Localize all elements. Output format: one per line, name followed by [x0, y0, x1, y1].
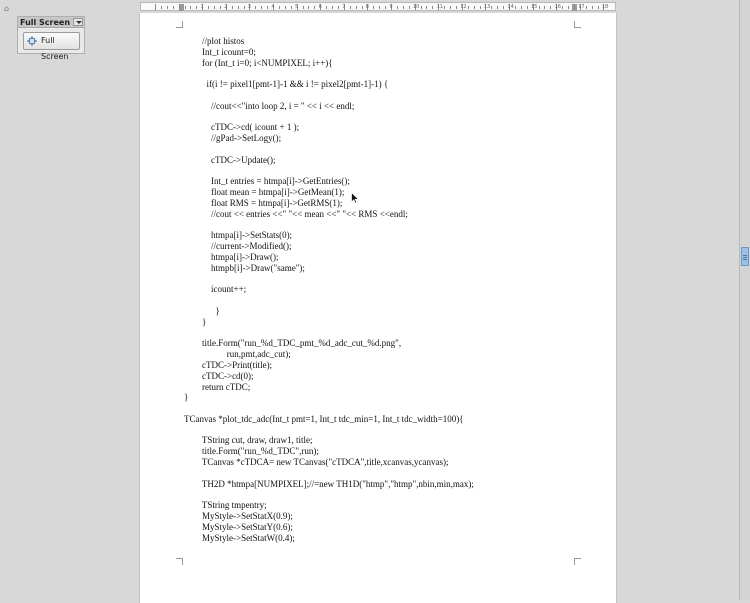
document-line[interactable] [140, 274, 610, 285]
ruler-number: 17 [578, 4, 585, 10]
ruler-tick [598, 6, 599, 9]
ruler-tick [574, 6, 575, 9]
document-line[interactable]: cTDC->Update(); [184, 154, 276, 165]
document-line[interactable]: return cTDC; [184, 381, 251, 392]
ruler-tick [291, 6, 292, 9]
document-line[interactable] [140, 425, 610, 436]
document-line[interactable]: cTDC->Print(title); [184, 359, 273, 370]
ruler-tick [244, 6, 245, 9]
ruler-tick [421, 6, 422, 9]
close-full-screen-button[interactable] [23, 32, 80, 61]
document-line[interactable] [140, 68, 610, 79]
ruler-tick [515, 6, 516, 9]
ruler-number: 11 [436, 4, 443, 10]
ruler-number: 7 [342, 4, 346, 10]
ruler-tick [356, 6, 357, 9]
document-line[interactable]: icount++; [184, 284, 247, 295]
ruler-tick [214, 6, 215, 9]
ruler-tick [497, 6, 498, 9]
text-boundary-corner [176, 21, 183, 28]
document-line[interactable]: htmpb[i]->Draw("same"); [184, 262, 305, 273]
ruler-tick [285, 6, 286, 9]
document-line[interactable]: TCanvas *plot_tdc_adc(Int_t pmt=1, Int_t tdc_min=1, Int_t tdc_width=100){ [184, 413, 464, 424]
mouse-pointer-icon [351, 192, 359, 204]
ruler-tick [397, 6, 398, 9]
ruler-tick [379, 6, 380, 9]
document-line[interactable]: htmpa[i]->Draw(); [184, 251, 279, 262]
ruler-tick [167, 6, 168, 9]
ruler-number: 9 [389, 4, 393, 10]
ruler-tick [208, 6, 209, 9]
document-line[interactable]: title.Form("run_%d_TDC_pmt_%d_adc_cut_%d.png", [184, 338, 402, 349]
document-line[interactable]: cTDC->cd( icount + 1 ); [184, 122, 300, 133]
ruler-number: 1 [200, 4, 204, 10]
ruler-tick [350, 6, 351, 9]
document-line[interactable]: title.Form("run_%d_TDC",run); [184, 446, 319, 457]
document-line[interactable] [140, 220, 610, 231]
ruler-number: 10 [413, 4, 420, 10]
document-page[interactable] [139, 13, 617, 603]
ruler-tick [255, 6, 256, 9]
text-boundary-corner [574, 21, 581, 28]
close-full-screen-label: Full Screen [41, 36, 69, 61]
document-line[interactable]: //cout << entries <<" "<< mean <<" "<< RMS <<endl; [184, 208, 408, 219]
ruler-tick [527, 6, 528, 9]
document-line[interactable]: MyStyle->SetStatW(0.4); [184, 532, 295, 543]
document-line[interactable]: float mean = htmpa[i]->GetMean(1); [184, 187, 345, 198]
ruler-tick [539, 6, 540, 9]
ruler-tick [385, 6, 386, 9]
ruler-tick [426, 6, 427, 9]
ruler-tick [308, 6, 309, 9]
document-line[interactable]: } [184, 316, 207, 327]
document-line[interactable]: TString tmpentry; [184, 500, 267, 511]
document-line[interactable]: MyStyle->SetStatY(0.6); [184, 521, 293, 532]
ruler-number: 5 [295, 4, 299, 10]
document-line[interactable]: float RMS = htmpa[i]->GetRMS(1); [184, 197, 343, 208]
ruler-number: 14 [507, 4, 514, 10]
ruler-number: 2 [224, 4, 228, 10]
document-line[interactable]: run,pmt,adc_cut); [184, 349, 291, 360]
text-boundary-corner [574, 558, 581, 565]
ruler-tick [480, 6, 481, 9]
left-indent-marker[interactable] [179, 4, 184, 11]
ruler-tick [403, 6, 404, 9]
ruler-tick [474, 6, 475, 9]
document-line[interactable] [140, 403, 610, 414]
document-line[interactable]: Int_t icount=0; [184, 46, 256, 57]
document-line[interactable] [140, 468, 610, 479]
toolbar-title-label: Full Screen [20, 18, 71, 27]
document-line[interactable]: Int_t entries = htmpa[i]->GetEntries(); [184, 176, 350, 187]
ruler-number: 18 [601, 4, 609, 10]
ruler-tick [332, 6, 333, 9]
ruler-tick [450, 6, 451, 9]
document-line[interactable]: TH2D *htmpa[NUMPIXEL];//=new TH1D("htmp","htmp",nbin,min,max); [184, 478, 474, 489]
fullscreen-icon [27, 36, 37, 46]
ruler-tick [220, 6, 221, 9]
ruler-tick [544, 6, 545, 9]
ruler-number: 13 [483, 4, 491, 10]
toolbar-menu-arrow-icon[interactable] [73, 18, 83, 26]
ruler-tick [267, 6, 268, 9]
full-screen-toolbar [17, 16, 85, 61]
ruler-tick [185, 6, 186, 9]
document-line[interactable]: TCanvas *cTDCA= new TCanvas("cTDCA",title,xcanvas,ycanvas); [184, 457, 449, 468]
horizontal-ruler[interactable] [140, 2, 616, 11]
ruler-tick [562, 6, 563, 9]
document-line[interactable] [140, 489, 610, 500]
ruler-number: 3 [247, 4, 251, 10]
ruler-tick [232, 6, 233, 9]
ruler-tick [155, 4, 156, 10]
document-line[interactable]: for (Int_t i=0; i<NUMPIXEL; i++){ [184, 57, 333, 68]
ruler-number: 15 [531, 4, 538, 10]
toolbar-title[interactable] [18, 17, 84, 28]
document-line[interactable]: //plot histos [184, 36, 245, 46]
ruler-tick [468, 6, 469, 9]
document-line[interactable]: //current->Modified(); [184, 241, 292, 252]
ruler-tick [261, 6, 262, 9]
ruler-number: 12 [460, 4, 467, 10]
ruler-tick [592, 6, 593, 9]
ruler-number: 16 [554, 4, 561, 10]
ruler-tick [196, 6, 197, 9]
document-line[interactable] [140, 90, 610, 101]
ruler-tick [338, 6, 339, 9]
document-line[interactable] [140, 328, 610, 339]
text-boundary-corner [176, 558, 183, 565]
scrollbar-thumb[interactable] [741, 247, 749, 266]
ruler-tick [179, 4, 180, 10]
ruler-tick [521, 6, 522, 9]
document-line[interactable] [140, 295, 610, 306]
document-line[interactable]: //cout<<"into loop 2, i = " << i << endl; [184, 100, 355, 111]
document-line[interactable] [140, 144, 610, 155]
ruler-tick [550, 6, 551, 9]
ruler-tick [456, 6, 457, 9]
ruler-tick [586, 6, 587, 9]
ruler-tick [491, 6, 492, 9]
ruler-tick [373, 6, 374, 9]
document-line[interactable]: if(i != pixel1[pmt-1]-1 && i != pixel2[pmt-1]-1) { [184, 79, 389, 90]
ruler-tick [568, 6, 569, 9]
ruler-tick [432, 6, 433, 9]
document-line[interactable] [140, 166, 610, 177]
ruler-tick [409, 6, 410, 9]
ruler-tick [161, 6, 162, 9]
document-line[interactable]: TString cut, draw, draw1, title; [184, 435, 313, 446]
vertical-scrollbar[interactable] [739, 0, 750, 600]
document-line[interactable]: //gPad->SetLogy(); [184, 133, 282, 144]
ruler-tick [279, 6, 280, 9]
ruler-tick [173, 6, 174, 9]
document-text[interactable] [140, 36, 610, 543]
document-line[interactable] [140, 112, 610, 123]
document-line[interactable]: } [184, 305, 220, 316]
document-line[interactable]: htmpa[i]->SetStats(0); [184, 230, 293, 241]
document-line[interactable]: MyStyle->SetStatX(0.9); [184, 511, 293, 522]
document-line[interactable]: } [184, 392, 189, 403]
ruler-tick [503, 6, 504, 9]
ruler-tick [444, 6, 445, 9]
ruler-tick [362, 6, 363, 9]
ruler-tick [314, 6, 315, 9]
document-line[interactable]: cTDC->cd(0); [184, 370, 254, 381]
ruler-number: 6 [318, 4, 322, 10]
ruler-tick [238, 6, 239, 9]
ruler-number: 4 [271, 4, 275, 10]
ruler-tick [190, 6, 191, 9]
corner-arrow-icon: ⌂ [4, 4, 10, 13]
ruler-tick [326, 6, 327, 9]
ruler-tick [303, 6, 304, 9]
ruler-number: 8 [365, 4, 369, 10]
